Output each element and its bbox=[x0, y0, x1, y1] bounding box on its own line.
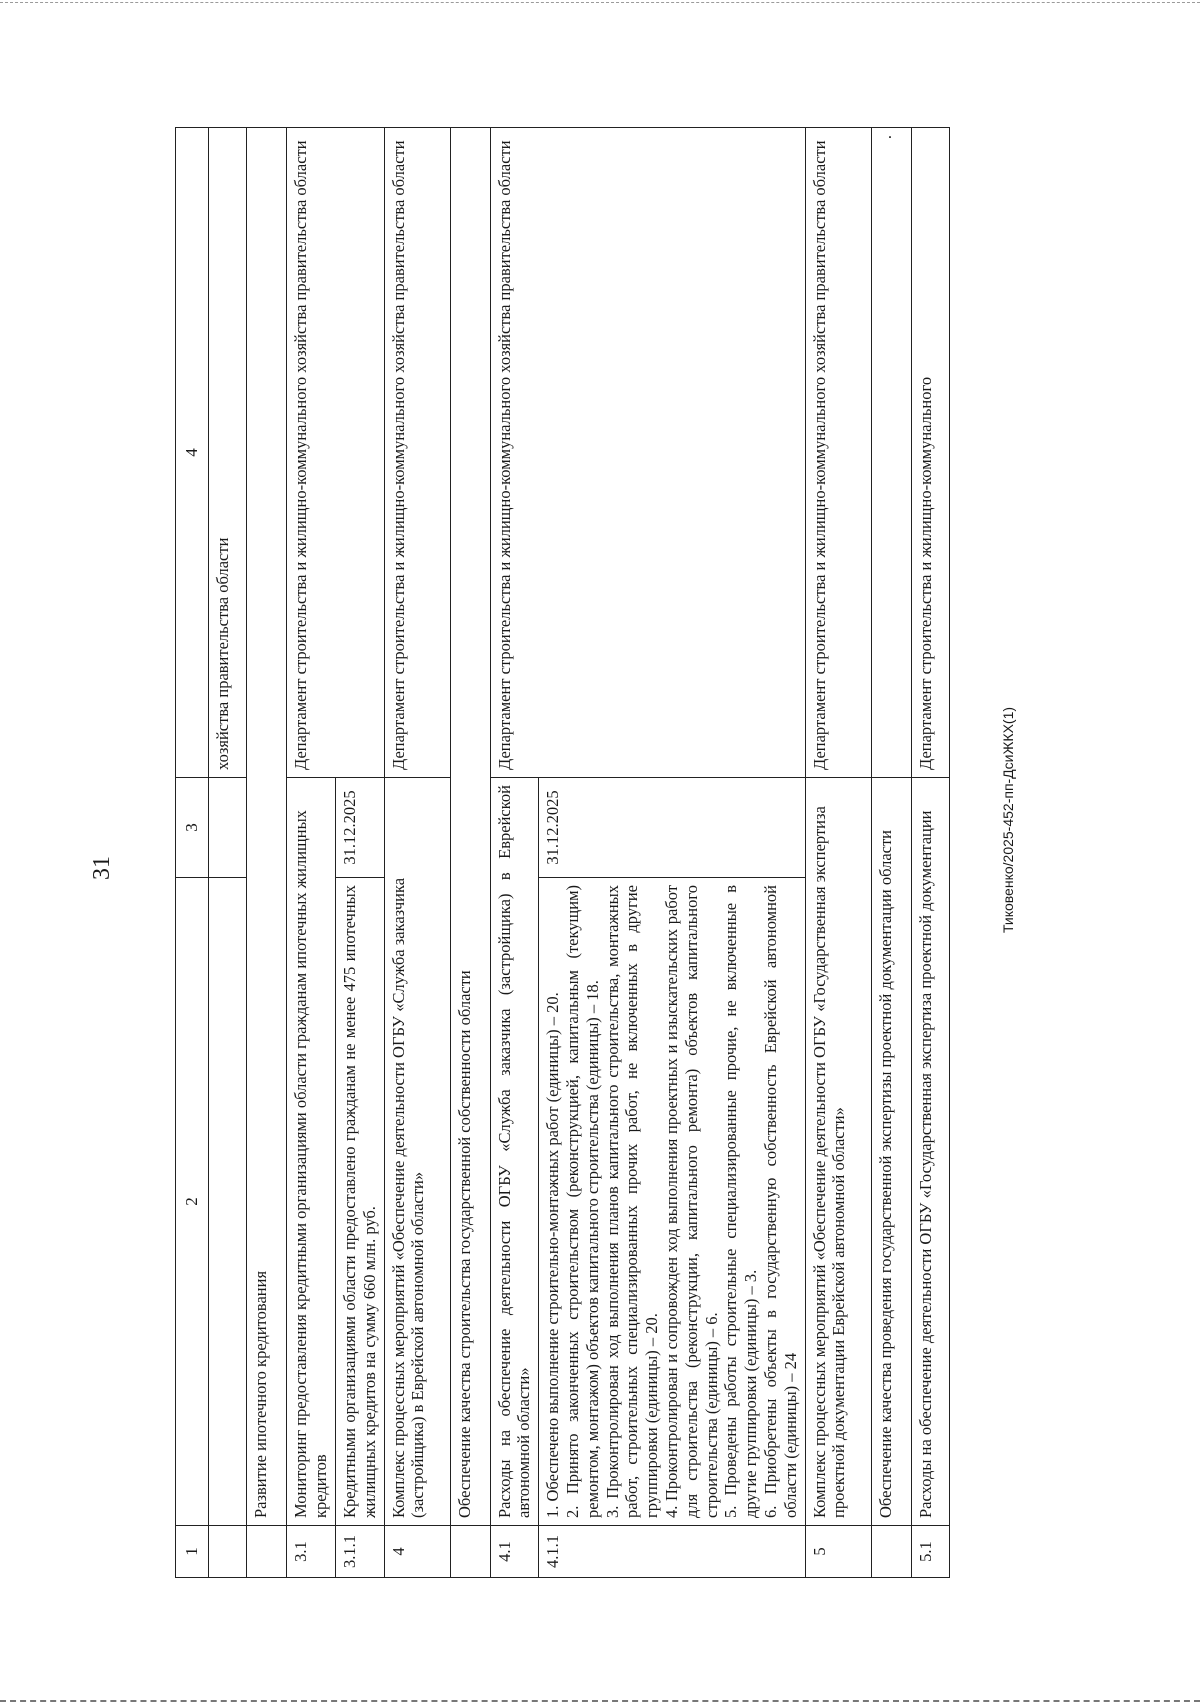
scan-edge-top bbox=[0, 2, 1200, 3]
responsible-cell: Департамент строительства и жилищно-коммунального хозяйства правительства области bbox=[384, 128, 450, 778]
plan-table bbox=[175, 127, 950, 1578]
measure-text: Мониторинг предоставления кредитными организациями области гражданам ипотечных жилищных кредитов bbox=[287, 778, 336, 1526]
responsible-cell: Департамент строительства и жилищно-коммунального хозяйства правительства области bbox=[805, 128, 871, 778]
table-row-5 bbox=[805, 128, 871, 1578]
result-item: 1. Обеспечено выполнение строительно-монтажных работ (единицы) – 20. bbox=[543, 992, 563, 1518]
section-row-quality-exp bbox=[871, 128, 911, 1578]
section-title: Обеспечение качества строительства государственной собственности области bbox=[450, 128, 490, 1526]
measure-text: Расходы на обеспечение деятельности ОГБУ «Служба заказчика (застройщика) в Еврейской автономной области» bbox=[490, 778, 539, 1526]
measure-text: Комплекс процессных мероприятий «Обеспечение деятельности ОГБУ «Служба заказчика (застройщика) в Еврейской автономной области» bbox=[384, 778, 450, 1526]
result-item: 4. Проконтролирован и сопровожден ход выполнения проектных и изыскательских работ для строительства (реконструкции, капитального ремонта) объектов капитального строительства (единицы) – 6. bbox=[661, 885, 721, 1518]
result-item: 5. Проведены работы строительные специализированные прочие, не включенные в другие группировки (единицы) – 3. bbox=[721, 885, 761, 1518]
header-col-2: 2 bbox=[176, 878, 209, 1526]
result-item: 3. Проконтролирован ход выполнения планов капитального строительства, монтажных работ, строительных специализированных прочих работ, не включенных в другие группировки (единицы) – 20. bbox=[602, 885, 662, 1518]
stray-mark: . bbox=[871, 128, 911, 778]
responsible-cell: Департамент строительства и жилищно-коммунального хозяйства правительства области bbox=[287, 128, 384, 778]
responsible-cell: хозяйства правительства области bbox=[209, 128, 247, 778]
table-row-4-1 bbox=[490, 128, 539, 1578]
result-item: 6. Приобретены объекты в государственную собственность Еврейской автономной области (единицы) – 24 bbox=[760, 885, 800, 1518]
table-row-5-1 bbox=[911, 128, 949, 1578]
row-number: 3.1.1 bbox=[335, 1526, 384, 1578]
deadline-date: 31.12.2025 bbox=[335, 778, 384, 878]
row-number: 4.1 bbox=[490, 1526, 539, 1578]
header-col-3: 3 bbox=[176, 778, 209, 878]
section-title: Развитие ипотечного кредитования bbox=[247, 128, 287, 1526]
section-row-ipoteka bbox=[247, 128, 287, 1578]
result-list bbox=[539, 878, 805, 1526]
page-number: 31 bbox=[89, 856, 115, 880]
row-number: 5 bbox=[805, 1526, 871, 1578]
result-item: 2. Принято законченных строительством (реконструкцией, капитальным (текущим) ремонтом, монтажом) объектов капитального строительства (единицы) – 18. bbox=[562, 885, 602, 1518]
table-header-row bbox=[176, 128, 209, 1578]
deadline-date: 31.12.2025 bbox=[539, 778, 805, 878]
document-code: Тиковенко/2025-452-пп-ДсиЖКХ(1) bbox=[1000, 706, 1016, 934]
table-row-3-1 bbox=[287, 128, 336, 1578]
section-row-quality-build bbox=[450, 128, 490, 1578]
responsible-cell: Департамент строительства и жилищно-коммунального bbox=[911, 128, 949, 778]
measure-text: Комплекс процессных мероприятий «Обеспечение деятельности ОГБУ «Государственная экспертиза проектной документации Еврейской автономной области» bbox=[805, 778, 871, 1526]
table-row-4 bbox=[384, 128, 450, 1578]
header-col-1: 1 bbox=[176, 1526, 209, 1578]
row-number: 3.1 bbox=[287, 1526, 336, 1578]
scan-edge-bottom bbox=[0, 1700, 1200, 1702]
header-col-4: 4 bbox=[176, 128, 209, 778]
measure-text: Расходы на обеспечение деятельности ОГБУ «Государственная экспертиза проектной документации bbox=[911, 778, 949, 1526]
row-number: 4 bbox=[384, 1526, 450, 1578]
row-number: 5.1 bbox=[911, 1526, 949, 1578]
row-number: 4.1.1 bbox=[539, 1526, 805, 1578]
result-text: Кредитными организациями области предоставлено гражданам не менее 475 ипотечных жилищных кредитов на сумму 660 млн. руб. bbox=[335, 878, 384, 1526]
section-title: Обеспечение качества проведения государственной экспертизы проектной документации области bbox=[871, 778, 911, 1526]
table-row-continuation bbox=[209, 128, 247, 1578]
responsible-cell: Департамент строительства и жилищно-коммунального хозяйства правительства области bbox=[490, 128, 805, 778]
plan-table-rotated bbox=[175, 128, 1035, 1578]
